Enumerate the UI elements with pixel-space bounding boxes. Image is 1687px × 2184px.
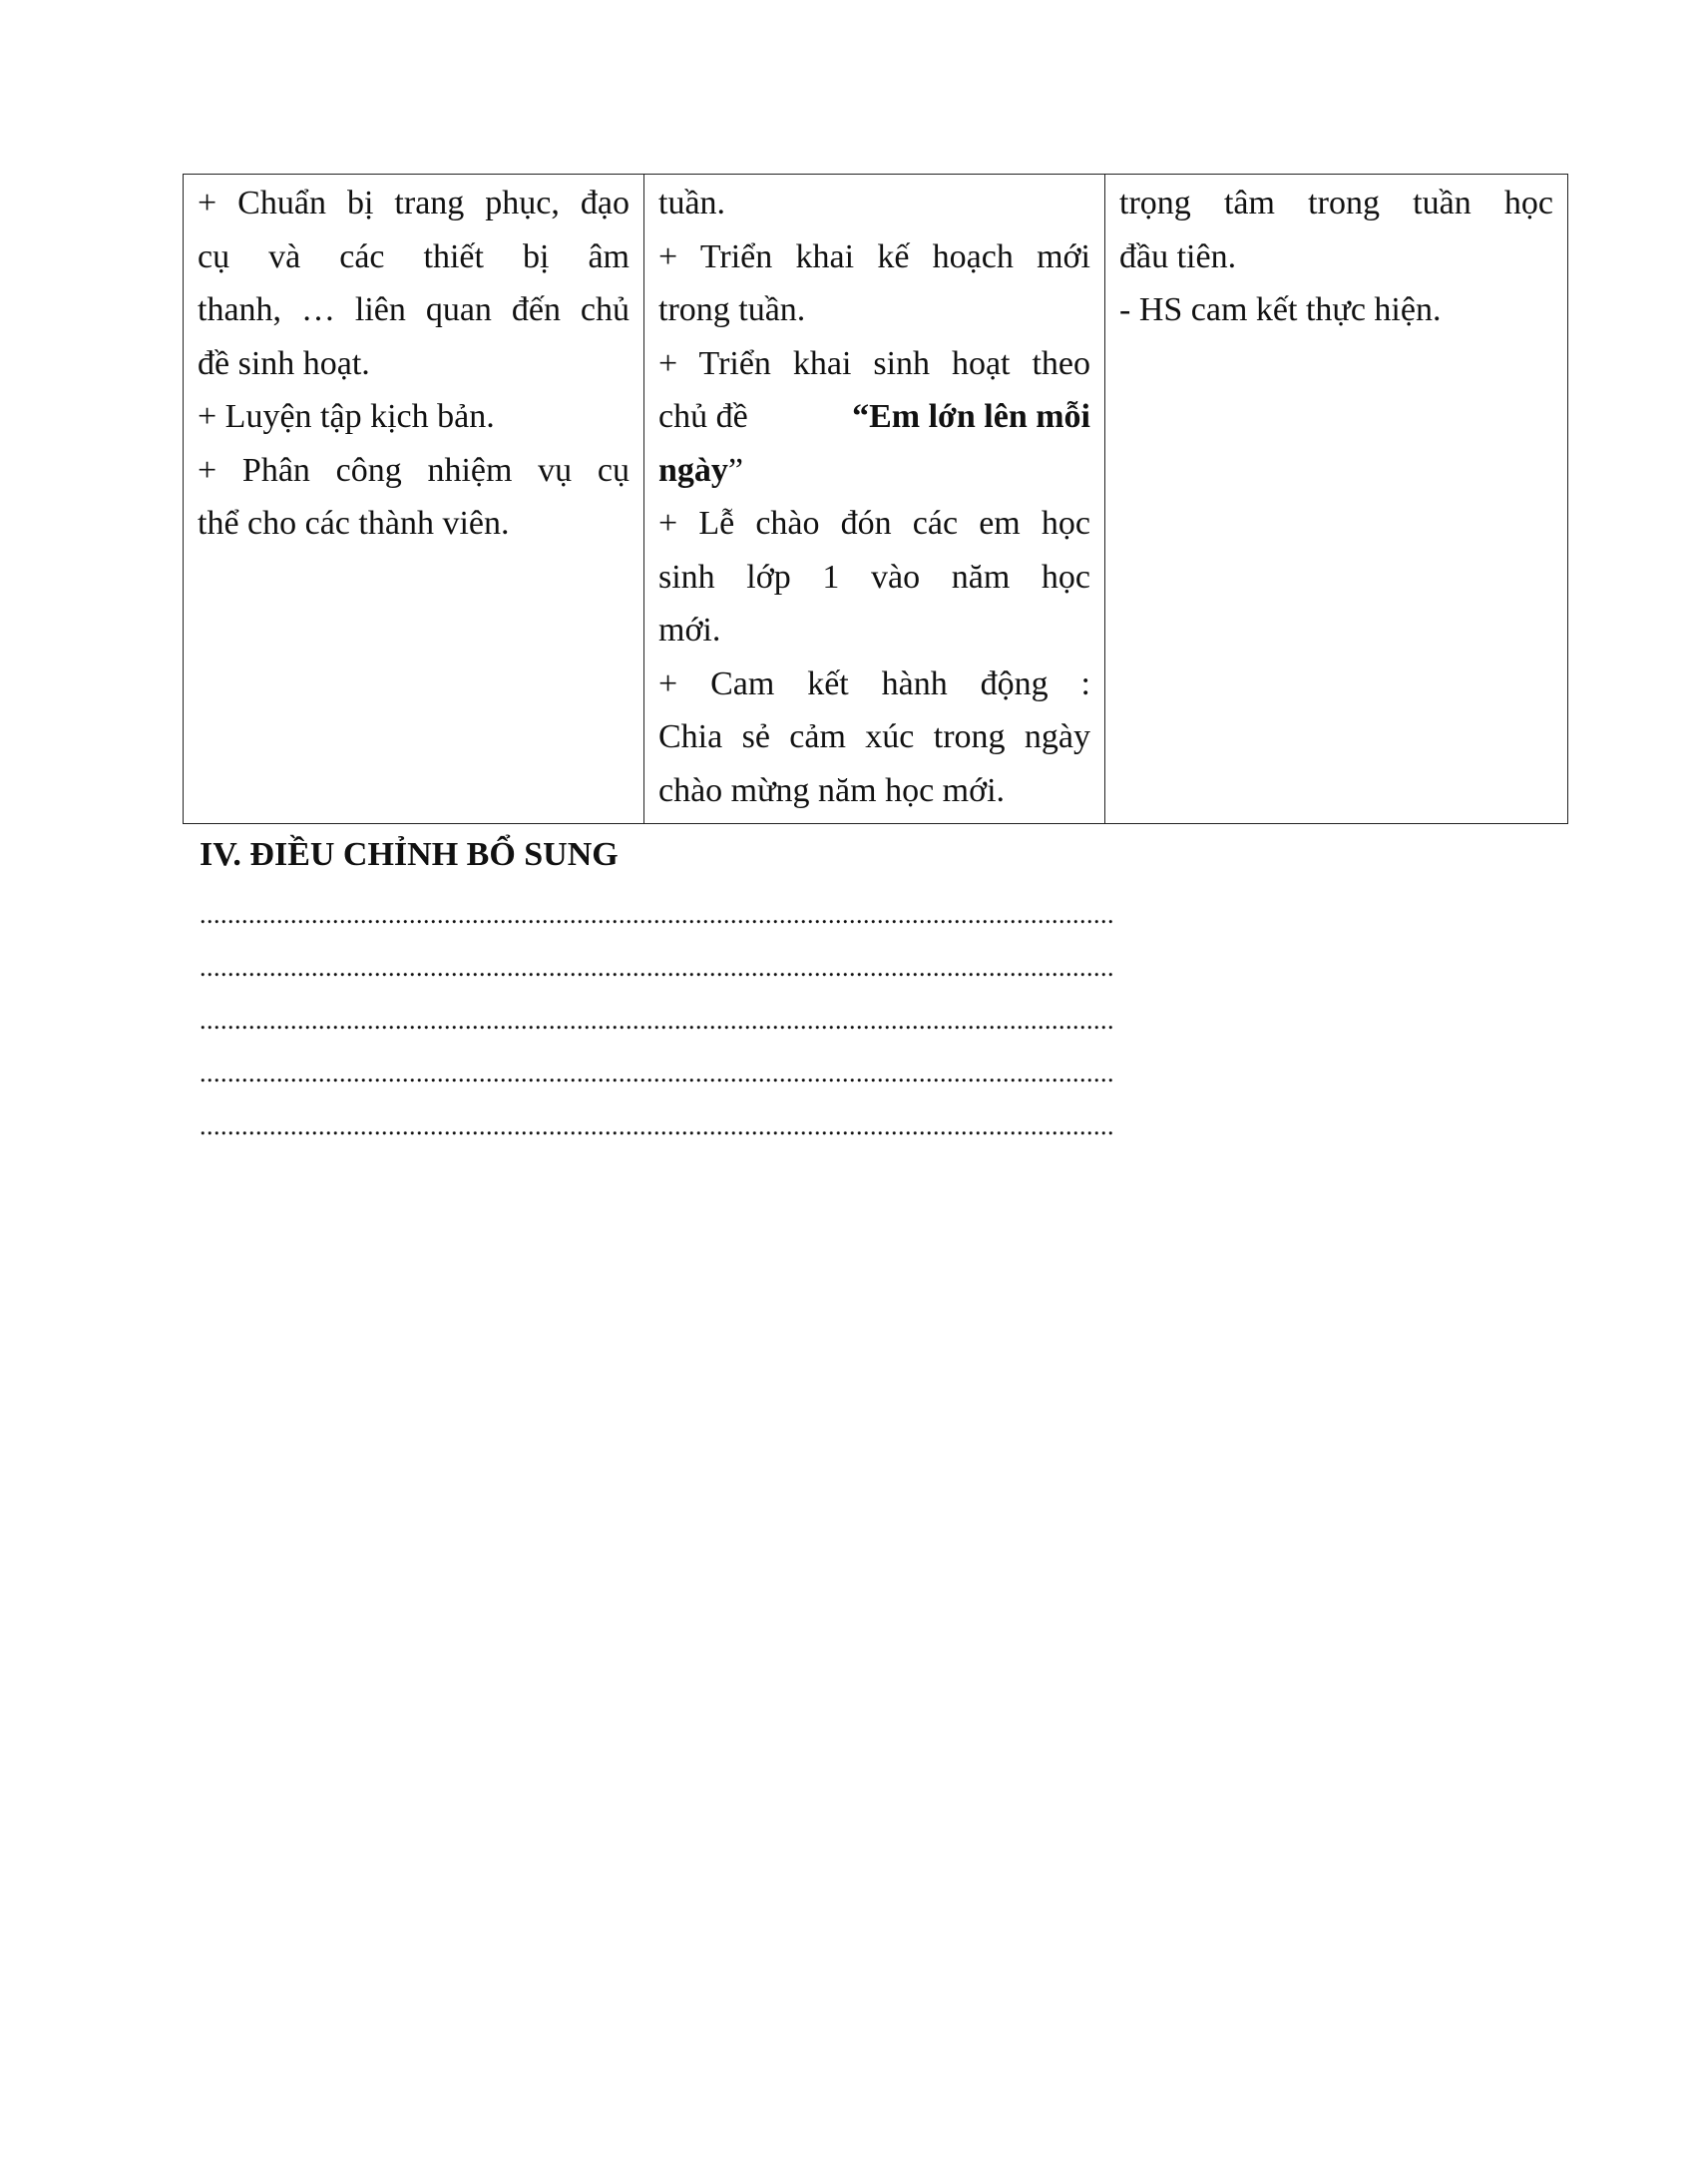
cell-line: trọng tâm trong tuần học [1119,185,1553,221]
cell-line: + Lễ chào đón các em học [658,505,1090,542]
activities-cell [644,175,1105,824]
cell-line: - HS cam kết thực hiện. [1119,291,1442,328]
cell-line: tuần. [658,185,726,221]
activity-table [183,174,1568,824]
cell-line: Chia sẻ cảm xúc trong ngày [658,718,1090,755]
topic-title-part1: “Em lớn lên mỗi [852,398,1090,435]
table-row [184,175,1568,824]
section-heading: IV. ĐIỀU CHỈNH BỔ SUNG [200,836,619,873]
cell-line: cụ và các thiết bị âm [198,237,630,275]
dotted-line: ................................................................................................................................... [200,1006,1114,1035]
dotted-line: ................................................................................................................................... [200,900,1114,929]
cell-line: đề sinh hoạt. [198,344,370,382]
dotted-line: ................................................................................................................................... [200,1111,1114,1140]
preparation-cell [184,175,644,824]
topic-title-part2: ngày [658,451,728,489]
cell-line: + Chuẩn bị trang phục, đạo [198,185,630,221]
cell-line [658,444,1090,498]
cell-line: + Triển khai kế hoạch mới [658,237,1090,275]
dotted-line: ................................................................................................................................... [200,1059,1114,1088]
cell-line [658,390,1090,444]
cell-line: trong tuần. [658,291,806,328]
cell-line: + Phân công nhiệm vụ cụ [198,451,630,489]
cell-line: đầu tiên. [1119,237,1237,275]
cell-line: + Luyện tập kịch bản. [198,398,495,435]
cell-line: thể cho các thành viên. [198,505,510,542]
student-cell [1105,175,1568,824]
cell-line: sinh lớp 1 vào năm học [658,558,1090,596]
dotted-line: ................................................................................................................................... [200,953,1114,982]
cell-line: chào mừng năm học mới. [658,771,1006,809]
cell-line: + Cam kết hành động : [658,664,1090,702]
cell-line: thanh, … liên quan đến chủ [198,291,630,328]
cell-line: + Triển khai sinh hoạt theo [658,344,1090,382]
cell-line: mới. [658,612,721,649]
topic-close-quote: ” [727,451,744,489]
topic-prefix: chủ đề [658,398,748,435]
